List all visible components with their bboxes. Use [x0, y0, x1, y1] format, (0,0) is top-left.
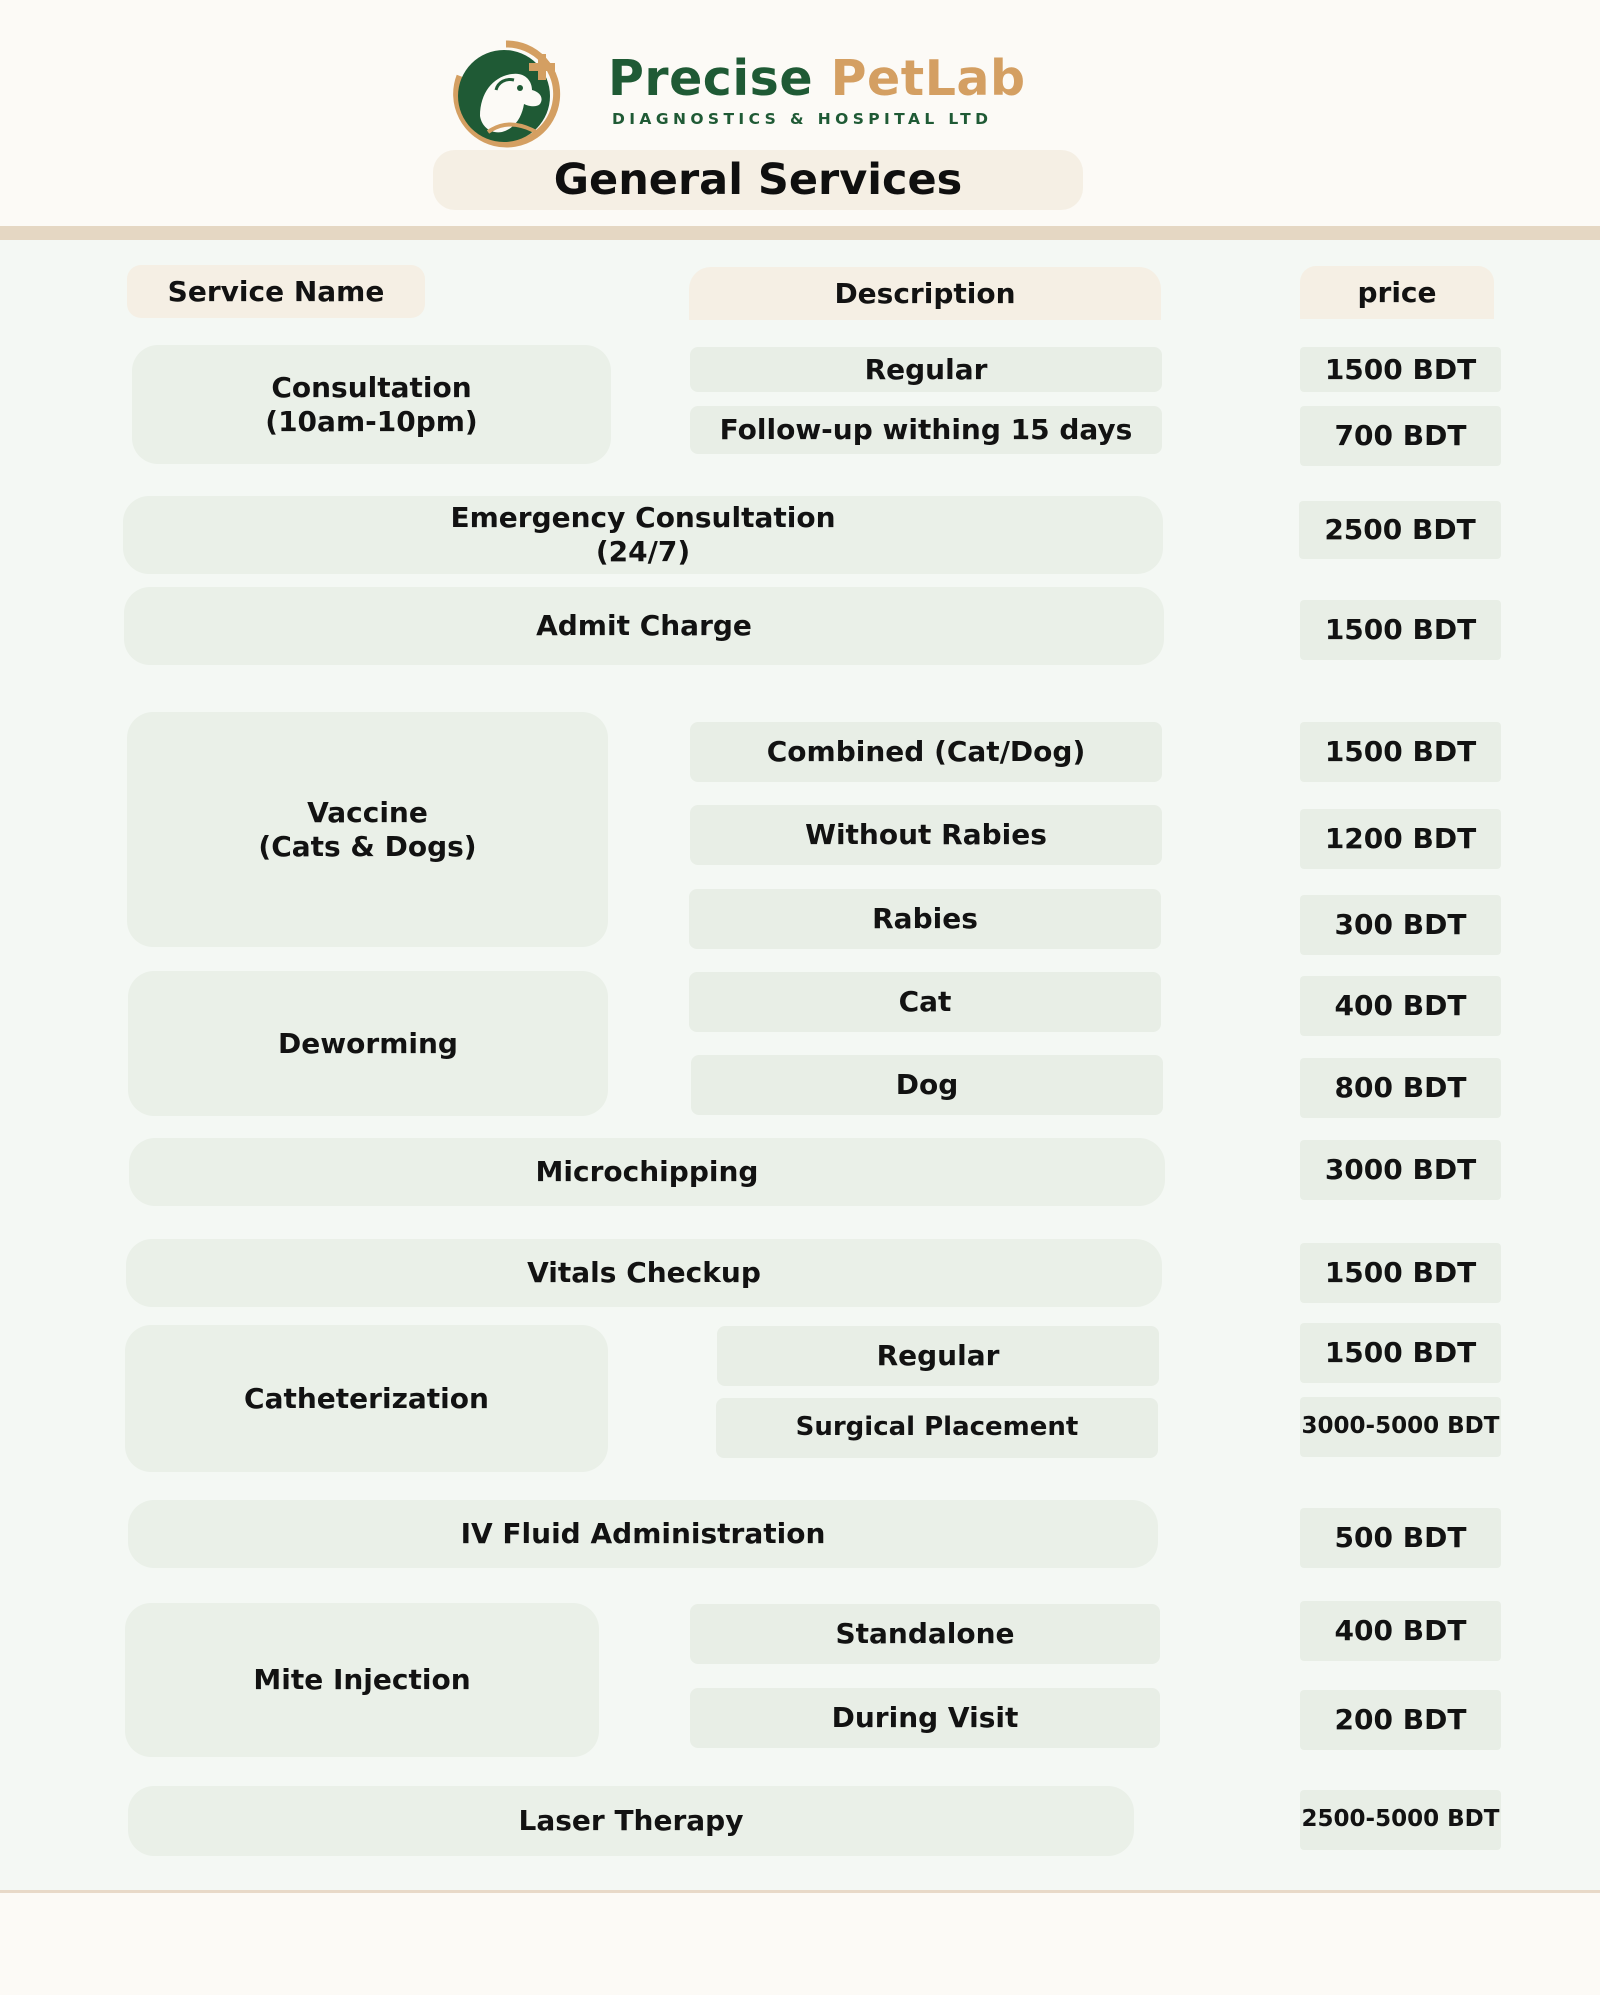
- price-vaccine-without-rabies: 1200 BDT: [1300, 809, 1501, 869]
- price-emergency-consultation: 2500 BDT: [1299, 501, 1501, 559]
- price-consultation-regular: 1500 BDT: [1300, 347, 1501, 392]
- desc-consultation-followup: Follow-up withing 15 days: [690, 406, 1162, 454]
- price-catheterization-surgical: 3000-5000 BDT: [1300, 1397, 1501, 1457]
- header-service-name: Service Name: [127, 265, 425, 318]
- price-mite-during-visit: 200 BDT: [1300, 1690, 1501, 1750]
- desc-catheterization-surgical: Surgical Placement: [716, 1398, 1158, 1458]
- price-microchipping: 3000 BDT: [1300, 1140, 1501, 1200]
- service-admit-charge: Admit Charge: [124, 587, 1164, 665]
- service-laser-therapy: Laser Therapy: [128, 1786, 1134, 1856]
- service-microchipping: Microchipping: [129, 1138, 1165, 1206]
- desc-mite-standalone: Standalone: [690, 1604, 1160, 1664]
- pet-hospital-logo-icon: [440, 36, 572, 148]
- desc-catheterization-regular: Regular: [717, 1326, 1159, 1386]
- page-header: [0, 0, 1600, 226]
- header-description: Description: [689, 267, 1161, 320]
- header-price: price: [1300, 266, 1494, 319]
- price-vitals-checkup: 1500 BDT: [1300, 1243, 1501, 1303]
- service-consultation: Consultation (10am-10pm): [132, 345, 611, 464]
- price-vaccine-combined: 1500 BDT: [1300, 722, 1501, 782]
- price-deworming-dog: 800 BDT: [1300, 1058, 1501, 1118]
- price-mite-standalone: 400 BDT: [1300, 1601, 1501, 1661]
- service-deworming: Deworming: [128, 971, 608, 1116]
- brand-name-part2: PetLab: [830, 50, 1026, 107]
- desc-deworming-dog: Dog: [691, 1055, 1163, 1115]
- price-vaccine-rabies: 300 BDT: [1300, 895, 1501, 955]
- footer-divider: [0, 1890, 1600, 1893]
- price-iv-fluid: 500 BDT: [1300, 1508, 1501, 1568]
- brand-name: [608, 50, 1026, 107]
- service-catheterization: Catheterization: [125, 1325, 608, 1472]
- price-consultation-followup: 700 BDT: [1300, 406, 1501, 466]
- desc-consultation-regular: Regular: [690, 347, 1162, 392]
- price-catheterization-regular: 1500 BDT: [1300, 1323, 1501, 1383]
- header-divider: [0, 226, 1600, 240]
- service-emergency-consultation: Emergency Consultation (24/7): [123, 496, 1163, 574]
- page-title-pill: [433, 150, 1083, 210]
- brand-tagline: DIAGNOSTICS & HOSPITAL LTD: [612, 110, 993, 128]
- service-vitals-checkup: Vitals Checkup: [126, 1239, 1162, 1307]
- price-laser-therapy: 2500-5000 BDT: [1300, 1790, 1501, 1850]
- brand-logo: [440, 36, 1040, 148]
- desc-vaccine-rabies: Rabies: [689, 889, 1161, 949]
- service-iv-fluid: IV Fluid Administration: [128, 1500, 1158, 1568]
- desc-deworming-cat: Cat: [689, 972, 1161, 1032]
- desc-vaccine-combined: Combined (Cat/Dog): [690, 722, 1162, 782]
- desc-vaccine-without-rabies: Without Rabies: [690, 805, 1162, 865]
- page-title: General Services: [553, 155, 963, 205]
- desc-mite-during-visit: During Visit: [690, 1688, 1160, 1748]
- price-admit-charge: 1500 BDT: [1300, 600, 1501, 660]
- service-mite-injection: Mite Injection: [125, 1603, 599, 1757]
- brand-name-part1: Precise: [608, 50, 814, 107]
- price-deworming-cat: 400 BDT: [1300, 976, 1501, 1036]
- service-vaccine: Vaccine (Cats & Dogs): [127, 712, 608, 947]
